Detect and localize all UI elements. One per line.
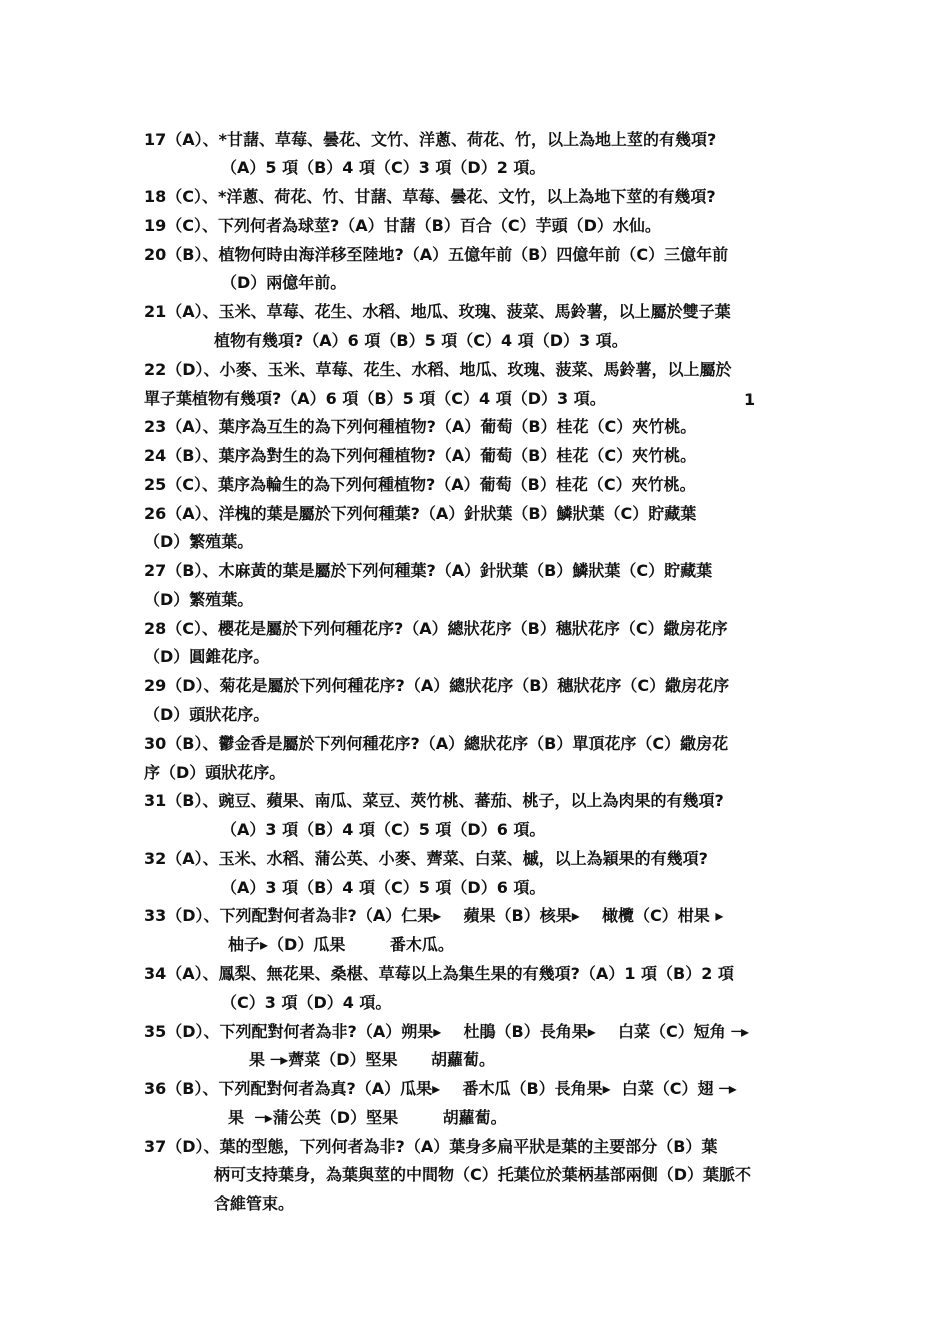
question-37-cont-1: 柄可支持葉身，為葉與莖的中間物（C）托葉位於葉柄基部兩側（D）葉脈不 [214,1165,752,1184]
question-31-options: （A）3 項（B）4 項（C）5 項（D）6 項。 [221,820,546,839]
question-26-cont: （D）繁殖葉。 [144,532,254,551]
question-18: 18（C）、*洋蔥、荷花、竹、甘藷、草莓、曇花、文竹，以上為地下莖的有幾項? [144,187,716,206]
question-30-cont: 序（D）頭狀花序。 [144,763,286,782]
question-28: 28（C）、櫻花是屬於下列何種花序?（A）總狀花序（B）穗狀花序（C）繖房花序 [144,619,728,638]
question-22-cont: 單子葉植物有幾項?（A）6 項（B）5 項（C）4 項（D）3 項。 [144,389,606,408]
question-29: 29（D）、菊花是屬於下列何種花序?（A）總狀花序（B）穗狀花序（C）繖房花序 [144,676,730,695]
question-27: 27（B）、木麻黃的葉是屬於下列何種葉?（A）針狀葉（B）鱗狀葉（C）貯藏葉 [144,561,713,580]
question-27-cont: （D）繁殖葉。 [144,590,254,609]
question-17-options: （A）5 項（B）4 項（C）3 項（D）2 項。 [221,158,546,177]
question-32-options: （A）3 項（B）4 項（C）5 項（D）6 項。 [221,878,546,897]
question-22: 22（D）、小麥、玉米、草莓、花生、水稻、地瓜、玫瑰、菠菜、馬鈴薯，以上屬於 [144,360,732,379]
question-26: 26（A）、洋槐的葉是屬於下列何種葉?（A）針狀葉（B）鱗狀葉（C）貯藏葉 [144,504,697,523]
question-34: 34（A）、鳳梨、無花果、桑椹、草莓以上為集生果的有幾項?（A）1 項（B）2 項 [144,964,734,983]
question-36-cont: 果 ─▸蒲公英（D）堅果 胡蘿蔔。 [228,1108,507,1127]
question-24: 24（B）、葉序為對生的為下列何種植物?（A）葡萄（B）桂花（C）夾竹桃。 [144,446,697,465]
question-32: 32（A）、玉米、水稻、蒲公英、小麥、薺菜、白菜、槭，以上為穎果的有幾項? [144,849,708,868]
question-33: 33（D）、下列配對何者為非?（A）仁果▸ 蘋果（B）核果▸ 橄欖（C）柑果 ▸ [144,906,724,925]
question-36: 36（B）、下列配對何者為真?（A）瓜果▸ 番木瓜（B）長角果▸ 白菜（C）翅 ─▸ [144,1079,737,1098]
question-20: 20（B）、植物何時由海洋移至陸地?（A）五億年前（B）四億年前（C）三億年前 [144,245,729,264]
page-number: 1 [744,390,756,409]
question-37: 37（D）、葉的型態，下列何者為非?（A）葉身多扁平狀是葉的主要部分（B）葉 [144,1137,718,1156]
question-23: 23（A）、葉序為互生的為下列何種植物?（A）葡萄（B）桂花（C）夾竹桃。 [144,417,697,436]
question-29-cont: （D）頭狀花序。 [144,705,270,724]
question-30: 30（B）、鬱金香是屬於下列何種花序?（A）總狀花序（B）單頂花序（C）繖房花 [144,734,729,753]
question-35-cont: 果 ─▸薺菜（D）堅果 胡蘿蔔。 [249,1050,495,1069]
question-34-cont: （C）3 項（D）4 項。 [221,993,392,1012]
question-20-cont: （D）兩億年前。 [221,273,347,292]
question-37-cont-2: 含維管束。 [214,1194,295,1213]
question-35: 35（D）、下列配對何者為非?（A）朔果▸ 杜鵑（B）長角果▸ 白菜（C）短角 ─▸ [144,1022,750,1041]
question-28-cont: （D）圓錐花序。 [144,647,270,666]
question-17: 17（A）、*甘藷、草莓、曇花、文竹、洋蔥、荷花、竹，以上為地上莖的有幾項? [144,130,717,149]
question-21: 21（A）、玉米、草莓、花生、水稻、地瓜、玫瑰、菠菜、馬鈴薯，以上屬於雙子葉 [144,302,731,321]
question-21-cont: 植物有幾項?（A）6 項（B）5 項（C）4 項（D）3 項。 [214,331,628,350]
question-25: 25（C）、葉序為輪生的為下列何種植物?（A）葡萄（B）桂花（C）夾竹桃。 [144,475,696,494]
question-31: 31（B）、豌豆、蘋果、南瓜、菜豆、莢竹桃、蕃茄、桃子，以上為肉果的有幾項? [144,791,724,810]
question-33-cont: 柚子▸（D）瓜果 番木瓜。 [228,935,454,954]
question-19: 19（C）、下列何者為球莖?（A）甘藷（B）百合（C）芋頭（D）水仙。 [144,216,661,235]
